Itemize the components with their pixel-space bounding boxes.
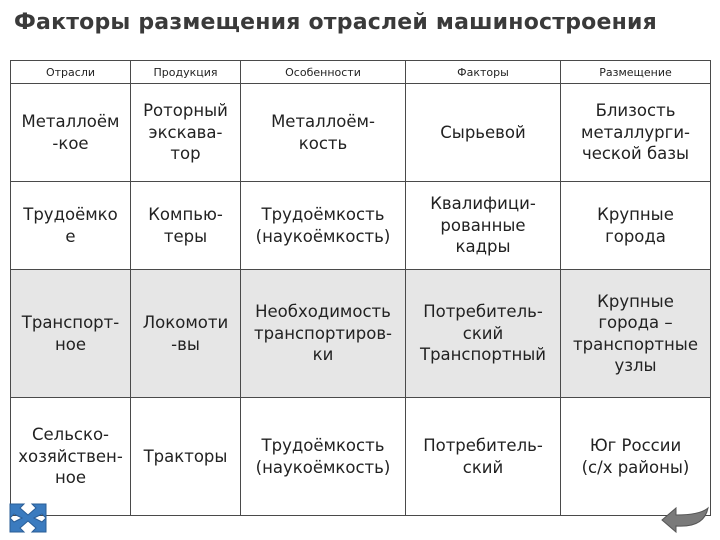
table-cell: Металлоём -кое bbox=[11, 84, 131, 182]
cross-arrows-icon[interactable] bbox=[6, 500, 50, 536]
table-row bbox=[11, 84, 711, 182]
table-cell: Потребитель- ский Транспортный bbox=[406, 270, 561, 398]
table-cell: Крупные города bbox=[561, 182, 711, 270]
table-cell: Локомоти -вы bbox=[131, 270, 241, 398]
table-cell: Необходимость транспортиров- ки bbox=[241, 270, 406, 398]
return-arrow-icon[interactable] bbox=[660, 504, 710, 534]
header-products: Продукция bbox=[131, 61, 241, 84]
table-cell: Трудоёмкость (наукоёмкость) bbox=[241, 182, 406, 270]
header-factors: Факторы bbox=[406, 61, 561, 84]
table-cell: Роторный экскава- тор bbox=[131, 84, 241, 182]
table-cell: Крупные города – транспортные узлы bbox=[561, 270, 711, 398]
slide-title: Факторы размещения отраслей машиностроения bbox=[14, 10, 657, 35]
header-features: Особенности bbox=[241, 61, 406, 84]
table-cell: Потребитель- ский bbox=[406, 398, 561, 516]
table-row bbox=[11, 270, 711, 398]
table-cell: Юг России (с/х районы) bbox=[561, 398, 711, 516]
header-industries: Отрасли bbox=[11, 61, 131, 84]
table-header-row bbox=[11, 61, 711, 84]
header-placement: Размещение bbox=[561, 61, 711, 84]
table-cell: Трудоёмко е bbox=[11, 182, 131, 270]
table-cell: Сельско- хозяйствен- ное bbox=[11, 398, 131, 516]
table-row bbox=[11, 182, 711, 270]
table-cell: Сырьевой bbox=[406, 84, 561, 182]
table-cell: Трудоёмкость (наукоёмкость) bbox=[241, 398, 406, 516]
table-cell: Квалифици- рованные кадры bbox=[406, 182, 561, 270]
table-cell: Транспорт- ное bbox=[11, 270, 131, 398]
table-cell: Близость металлурги- ческой базы bbox=[561, 84, 711, 182]
table-cell: Металлоём- кость bbox=[241, 84, 406, 182]
table-cell: Компью- теры bbox=[131, 182, 241, 270]
placement-factors-table bbox=[10, 60, 710, 515]
table-row bbox=[11, 398, 711, 516]
table-cell: Тракторы bbox=[131, 398, 241, 516]
